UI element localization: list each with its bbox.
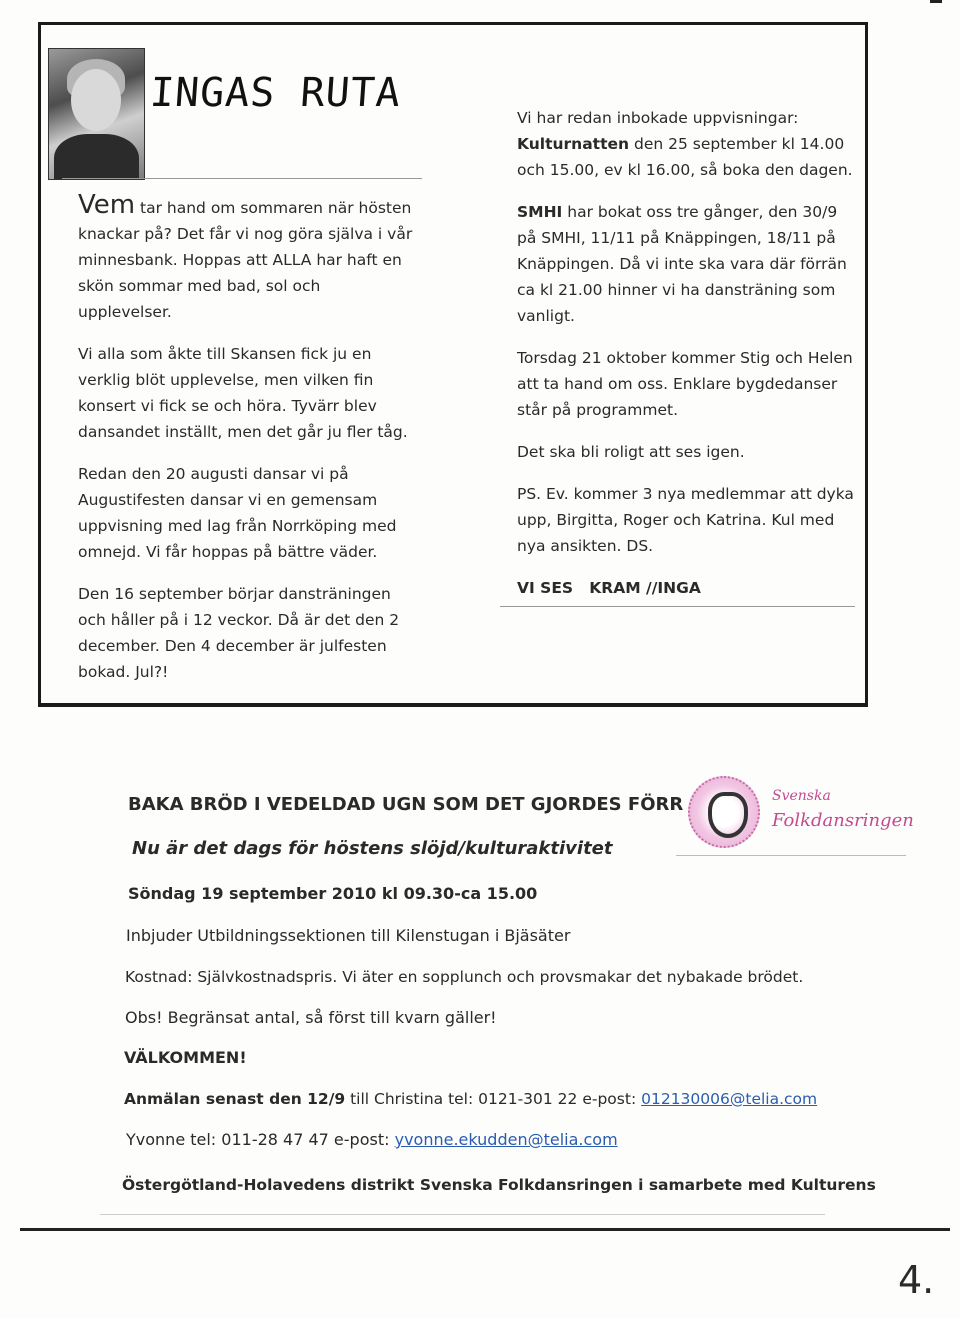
event-footer: Östergötland-Holavedens distrikt Svenska Folkdansringen i samarbete med Kulturens [122,1176,876,1194]
divider [500,606,855,607]
folkdansringen-logo: Svenska Folkdansringen [682,770,912,855]
left-column [78,192,418,701]
event-subheading: Nu är det dags för höstens slöjd/kulturaktivitet [132,838,613,859]
right-paragraph-1: Vi har redan inbokade uppvisningar: Kulturnatten den 25 september kl 14.00 och 15.00, ev kl 16.00, så boka den dagen. [517,109,853,179]
author-photo [48,48,145,180]
right-column [517,105,857,617]
right-paragraph-2: SMHI har bokat oss tre gånger, den 30/9 på SMHI, 11/11 på Knäppingen, 18/11 på Knäppingen. Då vi inte ska vara där förrän ca kl 21.00 hinner vi ha dansträning som vanligt. [517,203,847,325]
event-heading: BAKA BRÖD I VEDELDAD UGN SOM DET GJORDES FÖRR [128,794,684,815]
right-paragraph-4: Det ska bli roligt att ses igen. [517,443,745,461]
signoff: VI SES KRAM //INGA [517,579,701,597]
event-note: Obs! Begränsat antal, så först till kvarn gäller! [125,1008,497,1027]
event-invite: Inbjuder Utbildningssektionen till Kilenstugan i Bjäsäter [126,926,571,945]
email-link-christina[interactable]: 012130006@telia.com [641,1090,818,1108]
right-paragraph-3: Torsdag 21 oktober kommer Stig och Helen att ta hand om oss. Enklare bygdedanser står på programmet. [517,349,853,419]
right-paragraph-5: PS. Ev. kommer 3 nya medlemmar att dyka upp, Birgitta, Roger och Katrina. Kul med nya ansikten. DS. [517,485,854,555]
divider [62,178,422,179]
divider [100,1214,825,1215]
left-paragraph-4: Den 16 september börjar dansträningen och håller på i 12 veckor. Då är det den 2 december. Den 4 december är julfesten bokad. Jul?! [78,585,400,681]
left-paragraph-1: Vem tar hand om sommaren när hösten knackar på? Det får vi nog göra själva i vår minnesbank. Hoppas att ALLA har haft en skön sommar med bad, sol och upplevelser. [78,190,413,321]
column-title: INGAS RUTA [148,70,403,116]
corner-mark [930,0,942,3]
left-paragraph-3: Redan den 20 augusti dansar vi på Augustifesten dansar vi en gemensam uppvisning med lag från Norrköping med omnejd. Vi får hoppas på bättre väder. [78,465,397,561]
event-registration: Anmälan senast den 12/9 till Christina tel: 0121-301 22 e-post: 012130006@telia.com [124,1090,818,1108]
event-welcome: VÄLKOMMEN! [124,1048,247,1067]
left-paragraph-2: Vi alla som åkte till Skansen fick ju en verklig blöt upplevelse, men vilken fin konsert vi fick se och höra. Tyvärr blev dansandet inställt, men det går ju fler tåg. [78,345,408,441]
event-yvonne: Yvonne tel: 011-28 47 47 e-post: yvonne.ekudden@telia.com [126,1130,618,1149]
event-cost: Kostnad: Självkostnadspris. Vi äter en sopplunch och provsmakar det nybakade brödet. [125,968,804,986]
page-bottom-rule [20,1228,950,1231]
email-link-yvonne[interactable]: yvonne.ekudden@telia.com [394,1130,618,1149]
logo-emblem-icon [688,776,760,848]
divider [676,855,906,856]
page-number: 4. [898,1258,935,1302]
event-date: Söndag 19 september 2010 kl 09.30-ca 15.00 [128,884,538,903]
